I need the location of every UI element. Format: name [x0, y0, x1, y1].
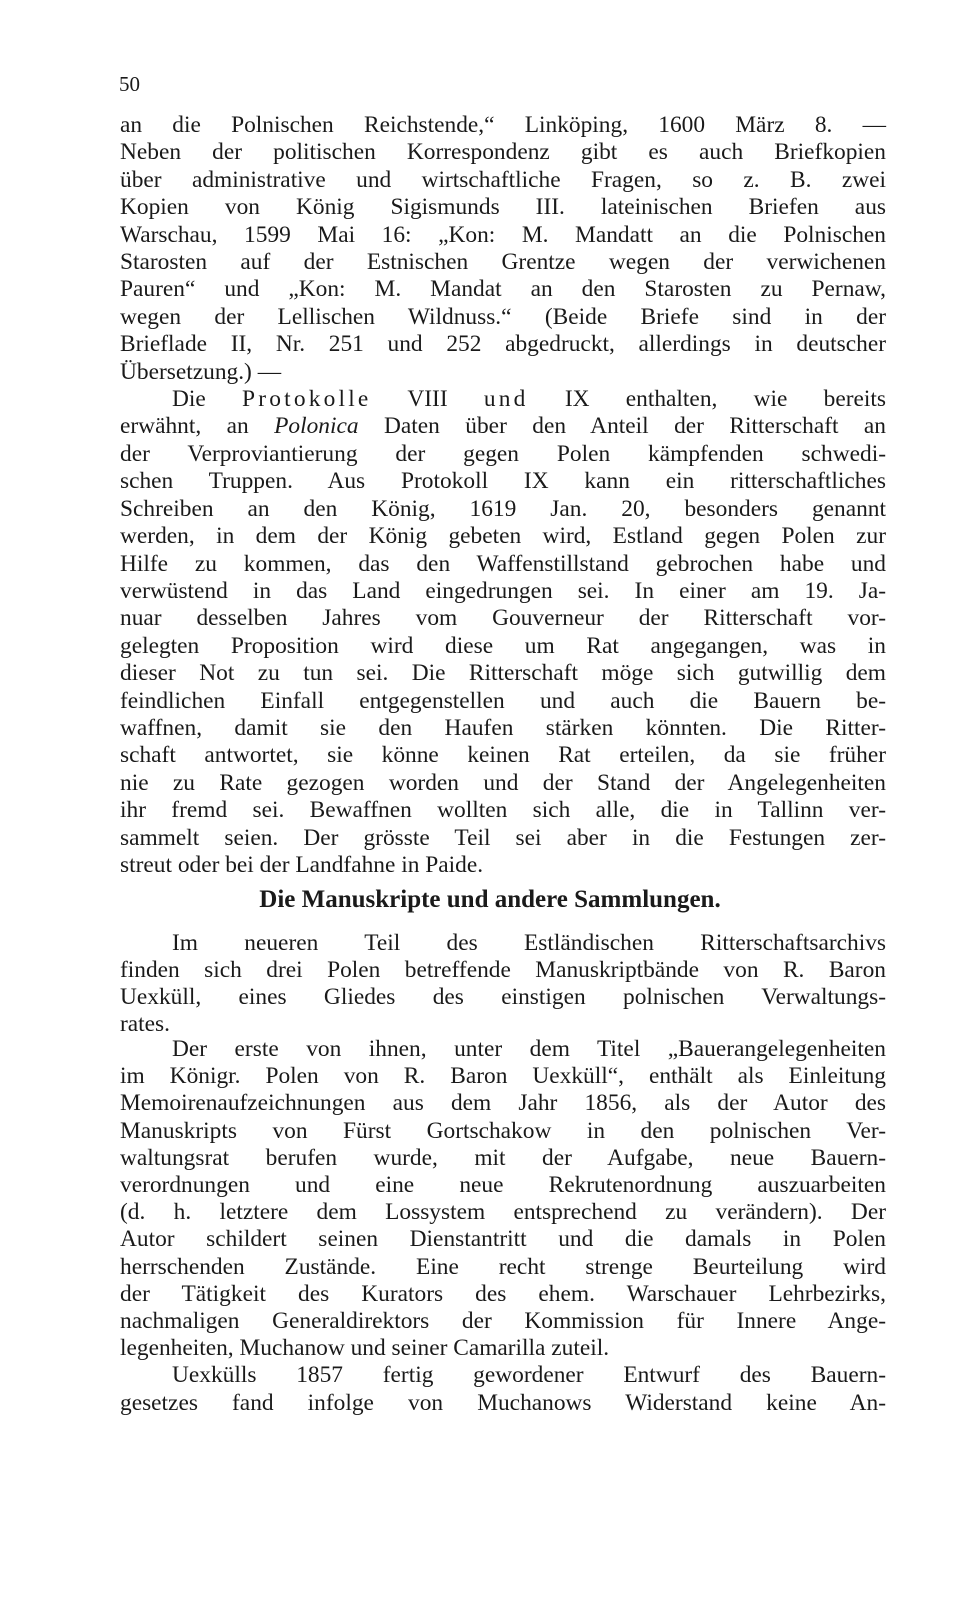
italic-term: Polonica	[274, 413, 359, 440]
section-heading: Die Manuskripte und andere Sammlungen.	[259, 886, 721, 913]
text-run: VIII	[407, 386, 448, 413]
text-line: über administrative und wirtschaftliche Fragen, so z. B. zwei	[120, 166, 886, 193]
text-line: schaft antwortet, sie könne keinen Rat erteilen, da sie früher	[120, 742, 886, 769]
text-line: verordnungen und eine neue Rekrutenordnung auszuarbeiten	[120, 1172, 886, 1199]
text-line: der Tätigkeit des Kurators des ehem. Warschauer Lehrbezirks,	[120, 1280, 886, 1307]
text-run: IX enthalten, wie bereits	[564, 386, 886, 413]
text-line: dieser Not zu tun sei. Die Ritterschaft möge sich gutwillig dem	[120, 660, 886, 687]
text-run: Daten über den Anteil der Ritterschaft an	[384, 413, 886, 440]
text-run: Die	[172, 386, 206, 413]
text-line: der Verproviantierung der gegen Polen kämpfenden schwedi-	[120, 440, 886, 467]
text-line: (d. h. letztere dem Lossystem entsprechend zu verändern). Der	[120, 1199, 886, 1226]
text-line: Autor schildert seinen Dienstantritt und die damals in Polen	[120, 1226, 886, 1253]
text-line: Uexkülls 1857 fertig gewordener Entwurf des Bauern-	[172, 1362, 886, 1389]
text-line: Memoirenaufzeichnungen aus dem Jahr 1856, als der Autor des	[120, 1090, 886, 1117]
text-line: Manuskripts von Fürst Gortschakow in den polnischen Ver-	[120, 1117, 886, 1144]
text-line: nie zu Rate gezogen worden und der Stand der Angelegenheiten	[120, 769, 886, 796]
text-line: gesetzes fand infolge von Muchanows Widerstand keine An-	[120, 1389, 886, 1416]
text-line: sammelt seien. Der grösste Teil sei aber in die Festungen zer-	[120, 824, 886, 851]
body-text-middle	[120, 930, 886, 1038]
text-line: Pauren“ und „Kon: M. Mandat an den Starosten zu Pernaw,	[120, 276, 886, 303]
text-line: Hilfe zu kommen, das den Waffenstillstand gebrochen habe und	[120, 550, 886, 577]
text-line: streut oder bei der Landfahne in Paide.	[120, 851, 484, 878]
text-line: im Königr. Polen von R. Baron Uexküll“, enthält als Einleitung	[120, 1063, 886, 1090]
text-line	[120, 413, 886, 440]
text-line: verwüstend in das Land eingedrungen sei. In einer am 19. Ja-	[120, 577, 886, 604]
spaced-term: Protokolle	[242, 386, 372, 413]
text-line: Schreiben an den König, 1619 Jan. 20, besonders genannt	[120, 495, 886, 522]
text-line: nachmaligen Generaldirektors der Kommission für Innere Ange-	[120, 1308, 886, 1335]
text-line	[120, 386, 886, 413]
text-line: herrschenden Zustände. Eine recht strenge Beurteilung wird	[120, 1253, 886, 1280]
text-line: an die Polnischen Reichstende,“ Linköping, 1600 März 8. —	[120, 112, 886, 138]
text-line: Im neueren Teil des Estländischen Ritterschaftsarchivs	[172, 930, 886, 956]
text-line: rates.	[120, 1011, 171, 1037]
page-number: 50	[119, 72, 140, 96]
text-line: Brieflade II, Nr. 251 und 252 abgedruckt, allerdings in deutscher	[120, 331, 886, 358]
body-text-top	[120, 112, 886, 879]
text-line: Neben der politischen Korrespondenz gibt es auch Briefkopien	[120, 139, 886, 166]
text-line: finden sich drei Polen betreffende Manuskriptbände von R. Baron	[120, 957, 886, 983]
text-line: feindlichen Einfall entgegenstellen und auch die Bauern be-	[120, 687, 886, 714]
text-line: Uexküll, eines Gliedes des einstigen polnischen Verwaltungs-	[120, 984, 886, 1010]
text-line: Starosten auf der Estnischen Grentze wegen der verwichenen	[120, 249, 886, 276]
text-line: Kopien von König Sigismunds III. lateinischen Briefen aus	[120, 194, 886, 221]
text-line: waltungsrat berufen wurde, mit der Aufgabe, neue Bauern-	[120, 1144, 886, 1171]
text-line: waffnen, damit sie den Haufen stärken könnten. Die Ritter-	[120, 714, 886, 741]
text-line: legenheiten, Muchanow und seiner Camarilla zuteil.	[120, 1335, 610, 1362]
text-line: nuar desselben Jahres vom Gouverneur der Ritterschaft vor-	[120, 605, 886, 632]
text-line: Übersetzung.) —	[120, 358, 282, 385]
text-line: wegen der Lellischen Wildnuss.“ (Beide Briefe sind in der	[120, 303, 886, 330]
text-line: Warschau, 1599 Mai 16: „Kon: M. Mandatt an die Polnischen	[120, 221, 886, 248]
text-line: werden, in dem der König gebeten wird, Estland gegen Polen zur	[120, 523, 886, 550]
text-line: gelegten Proposition wird diese um Rat angegangen, was in	[120, 632, 886, 659]
text-run: erwähnt, an	[120, 413, 249, 440]
text-line: Der erste von ihnen, unter dem Titel „Bauerangelegenheiten	[172, 1036, 886, 1062]
spaced-term: und	[483, 386, 529, 413]
text-line: ihr fremd sei. Bewaffnen wollten sich alle, die in Tallinn ver-	[120, 797, 886, 824]
text-line: schen Truppen. Aus Protokoll IX kann ein ritterschaftliches	[120, 468, 886, 495]
body-text-bottom	[120, 1036, 886, 1417]
